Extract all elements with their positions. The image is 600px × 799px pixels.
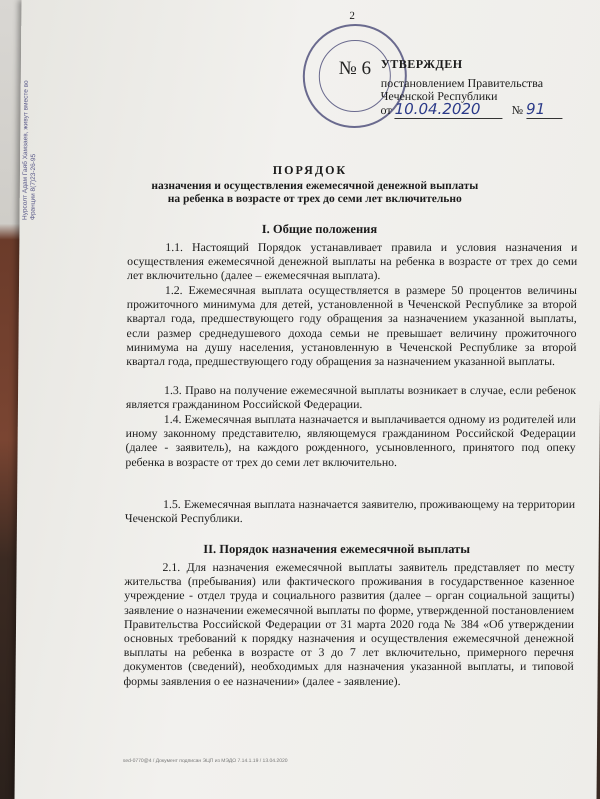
approval-title: УТВЕРЖДЕН [380,57,463,71]
subtitle-line-1: назначения и осуществления ежемесячной денежной выплаты [151,180,479,192]
document-page [15,0,600,799]
approval-line-2: Чеченской Республики [380,89,498,103]
paragraph-1-5: 1.5. Ежемесячная выплата назначается заявителю, проживающему на территории Чеченской Республики. [124,497,576,526]
number-underline [526,100,562,119]
section-2-heading: II. Порядок назначения ежемесячной выплаты [203,542,471,556]
paragraph-1-3: 1.3. Право на получение ежемесячной выплаты возникает в случае, если ребенок является гражданином Российской Федерации. [125,383,577,412]
seal-number: № 6 [338,58,372,79]
approval-block [381,58,544,103]
paragraph-1-4: 1.4. Ежемесячная выплата назначается и выплачивается одному из родителей или иному законному представителю, являющемуся гражданином Российской Федерации (далее - заявитель), на каждого рожденного, усыновленного, принятого под опеку ребенка в возрасте от трех до семи лет включительно. [125,412,576,469]
footer-note: sed-0770@4 / Документ подписан ЭЦП из МЭДО 7.14.1.19 / 13.04.2020 [122,758,288,764]
paragraph-1-1: 1.1. Настоящий Порядок устанавливает правила и условия назначения и осуществления ежемесячной денежной выплаты на ребенка в возрасте от трех до семи лет включительно (далее – ежемесячная выплата). [127,240,578,283]
page-number: 2 [349,10,355,22]
handwritten-side-note: Нурсолт Адам Гаяб Хамзаев, живут вместе во Франции 8(7)23-26-95 [21,80,38,220]
handwritten-date: 10.04.2020 [394,100,481,118]
approval-date-line [380,100,562,119]
section-1-heading: I. Общие положения [261,222,378,236]
from-label: от [380,103,392,117]
document-title: ПОРЯДОК [272,163,348,177]
document-subtitle [120,180,510,206]
handwritten-number: 91 [526,100,546,118]
number-label: № [511,103,524,117]
approval-line-1: постановлением Правительства [380,76,544,90]
subtitle-line-2: на ребенка в возрасте от трех до семи лет включительно [167,193,462,205]
paragraph-1-2: 1.2. Ежемесячная выплата осуществляется в размере 50 процентов величины прожиточного минимума для детей, установленной в Чеченской Республике за второй квартал года, предшествующего году обращения за назначением указанной выплаты, если размер среднедушевого дохода семьи не превышает величину прожиточного минимума на душу населения, установленную в Чеченской Республике за второй квартал года, предшествующего году обращения за назначением указанной выплаты. [126,283,578,369]
date-underline [395,100,503,119]
paragraph-2-1: 2.1. Для назначения ежемесячной выплаты заявитель представляет по месту жительства (пребывания) или фактического проживания в государственное казенное учреждение - отдел труда и социального развития (далее – орган социальной защиты) заявление о назначении ежемесячной выплаты по форме, утвержденной постановлением Правительства Российской Федерации от 31 марта 2020 года № 384 «Об утверждении основных требований к порядку назначения и осуществления ежемесячной денежной выплаты на ребенка в возрасте от 3 до 7 лет включительно, примерного перечня документов (сведений), необходимых для назначения указанной выплаты, и типовой формы заявления о ее назначении» (далее - заявление). [123,560,575,688]
